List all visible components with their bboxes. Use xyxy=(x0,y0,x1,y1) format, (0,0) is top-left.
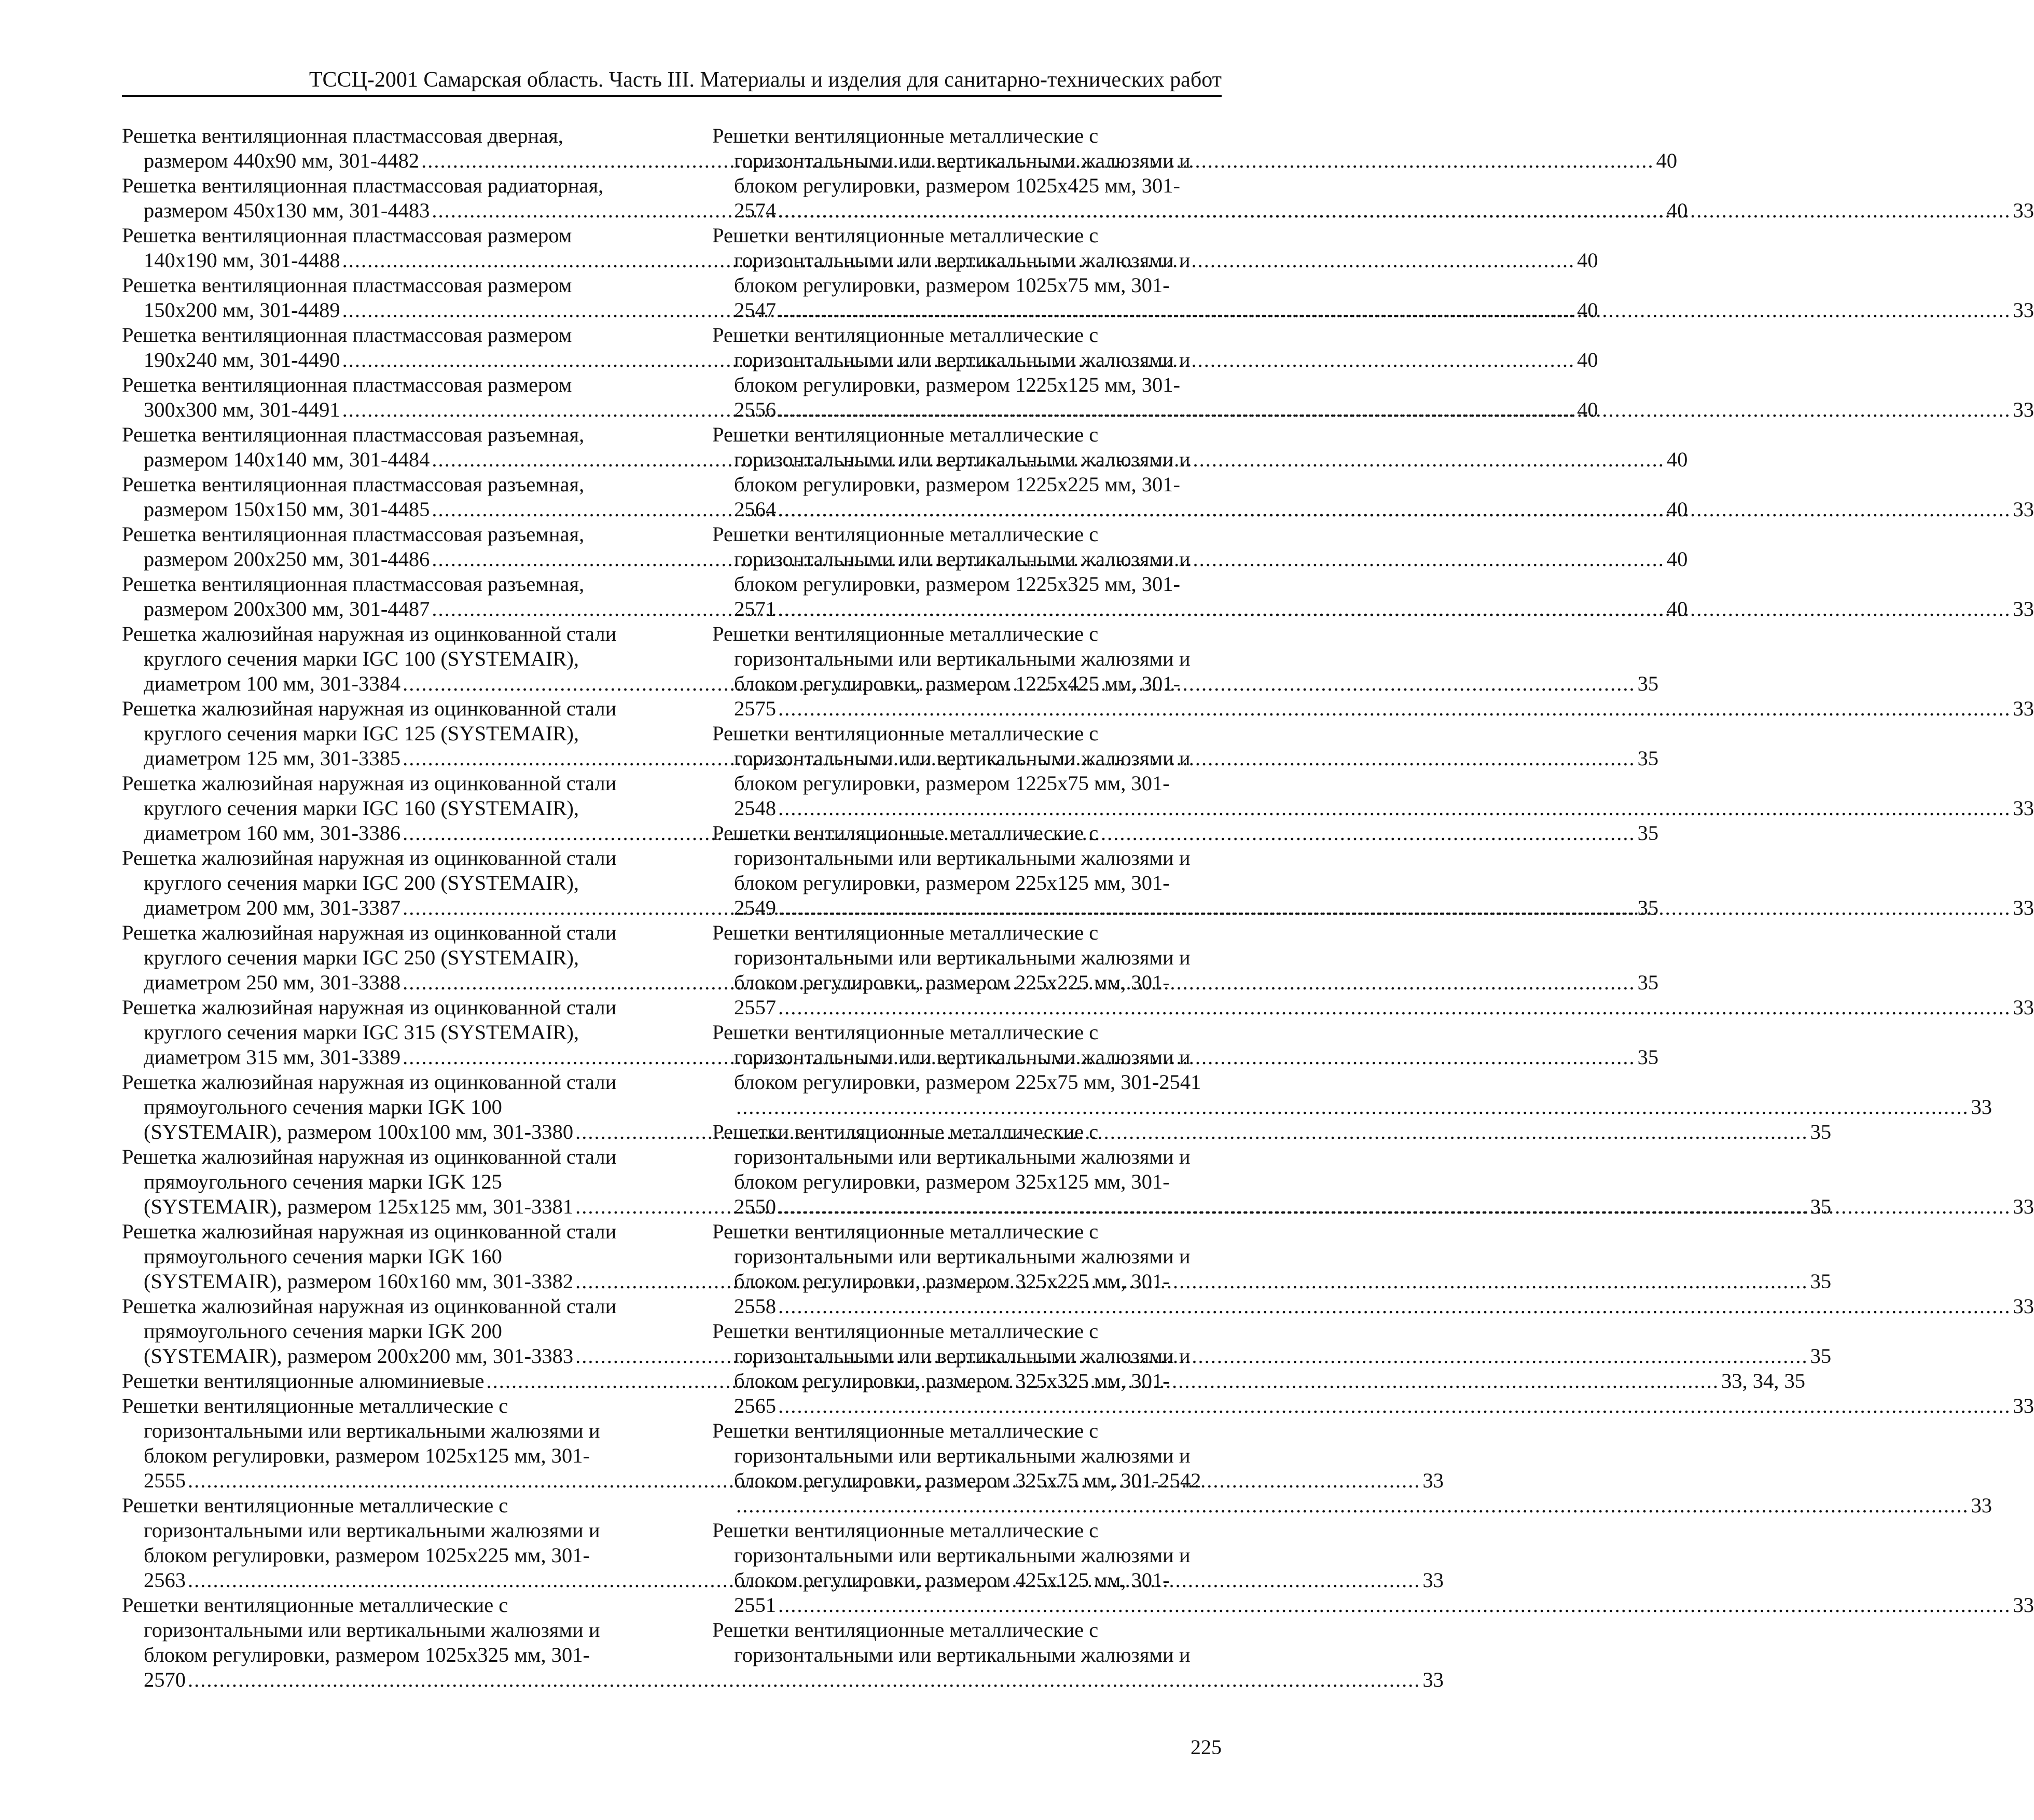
entry-text-line: горизонтальными или вертикальными жалюзями и xyxy=(734,448,1191,471)
entry-text-tail: (SYSTEMAIR), размером 200х200 мм, 301-3383 xyxy=(144,1344,574,1368)
entry-text-line: прямоугольного сечения марки IGK 200 xyxy=(144,1319,502,1343)
entry-text-line: блоком регулировки, размером 325х75 мм, 301-2542 xyxy=(734,1469,1201,1492)
entry-text-tail: 150х200 мм, 301-4489 xyxy=(144,298,340,322)
entry-text-line: Решетка жалюзийная наружная из оцинкованной стали xyxy=(122,1294,617,1318)
entry-text-line: Решетки вентиляционные металлические с xyxy=(712,522,1099,546)
entry-text-tail: (SYSTEMAIR), размером 160х160 мм, 301-3382 xyxy=(144,1270,574,1293)
entry-text-line: Решетка вентиляционная пластмассовая разъемная, xyxy=(122,423,585,446)
entry-leader-line xyxy=(712,796,2034,821)
page-reference: 40 xyxy=(1666,448,1688,471)
entry-text-tail: размером 150х150 мм, 301-4485 xyxy=(144,498,430,521)
dot-leader xyxy=(736,1095,1969,1119)
entry-text-tail: диаметром 160 мм, 301-3386 xyxy=(144,821,401,845)
dot-leader xyxy=(778,796,2011,820)
page-reference: 33 xyxy=(2013,398,2034,421)
entry-text-line: круглого сечения марки IGC 100 (SYSTEMAIR), xyxy=(144,647,579,670)
entry-text-line: Решетка вентиляционная пластмассовая разъемная, xyxy=(122,572,585,596)
entry-text-line: Решетки вентиляционные металлические с xyxy=(712,622,1099,645)
entry-text-line: блоком регулировки, размером 1225х75 мм, 301- xyxy=(734,771,1170,795)
entry-text-tail: 2555 xyxy=(144,1469,186,1492)
entry-text-tail: диаметром 200 мм, 301-3387 xyxy=(144,896,401,919)
entry-text-line: горизонтальными или вертикальными жалюзями и xyxy=(734,1344,1191,1368)
entry-text-line: прямоугольного сечения марки IGK 160 xyxy=(144,1245,502,1268)
entry-leader-line xyxy=(712,1095,1992,1120)
entry-text-line: Решетка вентиляционная пластмассовая радиаторная, xyxy=(122,174,604,197)
entry-text-line: горизонтальными или вертикальными жалюзями и xyxy=(734,1543,1191,1567)
page-reference: 33 xyxy=(1422,1568,1444,1592)
index-entry xyxy=(712,1618,1222,1667)
entry-text-tail: 2565 xyxy=(734,1394,776,1417)
running-header: ТССЦ-2001 Самарская область. Часть III. Материалы и изделия для санитарно-технических работ xyxy=(309,68,1222,92)
entry-text-line: блоком регулировки, размером 425х125 мм, 301- xyxy=(734,1568,1170,1592)
page-reference: 33 xyxy=(2013,298,2034,322)
dot-leader xyxy=(778,996,2011,1019)
entry-text-tail: диаметром 315 мм, 301-3389 xyxy=(144,1045,401,1069)
entry-text-tail: диаметром 250 мм, 301-3388 xyxy=(144,971,401,994)
entry-text-line: круглого сечения марки IGC 160 (SYSTEMAIR), xyxy=(144,796,579,820)
entry-text-line: Решетка вентиляционная пластмассовая разъемная, xyxy=(122,522,585,546)
entry-text-line: горизонтальными или вертикальными жалюзями и xyxy=(734,1145,1191,1168)
page-reference: 35 xyxy=(1637,821,1659,845)
dot-leader xyxy=(778,498,2011,521)
entry-text-tail: 140х190 мм, 301-4488 xyxy=(144,249,340,272)
entry-text-tail: 2557 xyxy=(734,996,776,1019)
entry-text-tail: размером 200х300 мм, 301-4487 xyxy=(144,597,430,621)
entry-text-line: Решетка жалюзийная наружная из оцинкованной стали xyxy=(122,771,617,795)
entry-text-line: горизонтальными или вертикальными жалюзями и xyxy=(734,149,1191,172)
page-reference: 33 xyxy=(1971,1494,1992,1517)
page-reference: 35 xyxy=(1810,1270,1832,1293)
page-reference: 33 xyxy=(2013,896,2034,919)
entry-text-tail: 2549 xyxy=(734,896,776,919)
entry-text-line: горизонтальными или вертикальными жалюзями и xyxy=(734,946,1191,969)
entry-text-line: Решетка вентиляционная пластмассовая размером xyxy=(122,224,572,247)
entry-text-line: блоком регулировки, размером 1025х325 мм, 301- xyxy=(144,1643,590,1666)
entry-text-line: горизонтальными или вертикальными жалюзями и xyxy=(734,547,1191,571)
entry-text-line: Решетки вентиляционные металлические с xyxy=(712,1519,1099,1542)
entry-text-line: Решетки вентиляционные металлические с xyxy=(712,921,1099,944)
entry-text-line: Решетки вентиляционные металлические с xyxy=(712,423,1099,446)
entry-text-tail: диаметром 100 мм, 301-3384 xyxy=(144,672,401,695)
page-number: 225 xyxy=(1191,1735,1222,1759)
index-entry xyxy=(712,1418,1992,1518)
entry-text-line: Решетка вентиляционная пластмассовая размером xyxy=(122,373,572,396)
page-reference: 33 xyxy=(2013,1394,2034,1417)
entry-leader-line xyxy=(712,696,2034,721)
entry-text-line: блоком регулировки, размером 1025х225 мм, 301- xyxy=(144,1543,590,1567)
entry-text-line: Решетки вентиляционные металлические с xyxy=(122,1593,508,1617)
entry-text-line: блоком регулировки, размером 325х125 мм, 301- xyxy=(734,1170,1170,1193)
entry-text-line: Решетки вентиляционные металлические с xyxy=(712,1319,1099,1343)
page-reference: 35 xyxy=(1810,1195,1832,1218)
entry-text-line: Решетки вентиляционные металлические с xyxy=(712,1220,1099,1243)
page-reference: 35 xyxy=(1810,1120,1832,1143)
entry-text-tail: диаметром 125 мм, 301-3385 xyxy=(144,747,401,770)
entry-text-line: блоком регулировки, размером 1025х425 мм, 301- xyxy=(734,174,1180,197)
entry-text-tail: 2547 xyxy=(734,298,776,322)
entry-leader-line xyxy=(712,1294,2034,1319)
entry-text-line: круглого сечения марки IGC 250 (SYSTEMAIR), xyxy=(144,946,579,969)
entry-text-tail: размером 440х90 мм, 301-4482 xyxy=(144,149,420,172)
entry-text-line: Решетки вентиляционные металлические с xyxy=(712,323,1099,347)
entry-text-tail: 2558 xyxy=(734,1294,776,1318)
entry-text-line: Решетка жалюзийная наружная из оцинкованной стали xyxy=(122,996,617,1019)
entry-text-line: блоком регулировки, размером 1225х325 мм, 301- xyxy=(734,572,1180,596)
entry-text-line: прямоугольного сечения марки IGK 100 xyxy=(144,1095,502,1119)
entry-text-line: круглого сечения марки IGC 125 (SYSTEMAIR), xyxy=(144,722,579,745)
dot-leader xyxy=(188,1668,1421,1691)
entry-text-tail: 2575 xyxy=(734,697,776,720)
entry-text-line: Решетки вентиляционные металлические с xyxy=(712,124,1099,147)
page-reference: 35 xyxy=(1810,1344,1832,1368)
entry-text-line: Решетка жалюзийная наружная из оцинкованной стали xyxy=(122,697,617,720)
entry-text-line: Решетки вентиляционные металлические с xyxy=(712,1419,1099,1442)
entry-text-line: Решетка жалюзийная наружная из оцинкованной стали xyxy=(122,622,617,645)
page-reference: 33 xyxy=(2013,697,2034,720)
entry-text-tail: 2564 xyxy=(734,498,776,521)
dot-leader xyxy=(778,298,2011,322)
entry-text-line: Решетка вентиляционная пластмассовая разъемная, xyxy=(122,473,585,496)
dot-leader xyxy=(778,1294,2011,1318)
page-reference: 40 xyxy=(1666,199,1688,222)
entry-text-tail: размером 200х250 мм, 301-4486 xyxy=(144,547,430,571)
page-reference: 33 xyxy=(2013,1593,2034,1617)
page-reference: 40 xyxy=(1577,398,1598,421)
entry-text-line: горизонтальными или вертикальными жалюзями и xyxy=(144,1519,600,1542)
entry-text-tail: 2571 xyxy=(734,597,776,621)
entry-text-tail: (SYSTEMAIR), размером 125х125 мм, 301-3381 xyxy=(144,1195,574,1218)
entry-text-line: горизонтальными или вертикальными жалюзями и xyxy=(734,747,1191,770)
page-reference: 35 xyxy=(1637,1045,1659,1069)
page-reference: 35 xyxy=(1637,672,1659,695)
entry-text-line: горизонтальными или вертикальными жалюзями и xyxy=(734,1643,1191,1666)
page-reference: 33 xyxy=(1971,1095,1992,1119)
entry-text-line: Решетки вентиляционные металлические с xyxy=(712,722,1099,745)
entry-text-line: горизонтальными или вертикальными жалюзями и xyxy=(734,846,1191,870)
dot-leader xyxy=(778,597,2011,621)
page-reference: 40 xyxy=(1666,547,1688,571)
header-rule xyxy=(122,95,1222,97)
entry-text-tail: размером 450х130 мм, 301-4483 xyxy=(144,199,430,222)
entry-text-line: горизонтальными или вертикальными жалюзями и xyxy=(734,1245,1191,1268)
page-reference: 33 xyxy=(2013,199,2034,222)
page-reference: 35 xyxy=(1637,896,1659,919)
entry-text-line: Решетка вентиляционная пластмассовая дверная, xyxy=(122,124,563,147)
page-reference: 33 xyxy=(2013,597,2034,621)
index-entry xyxy=(712,1518,2034,1618)
entry-leader-line xyxy=(712,1493,1992,1518)
page-reference: 40 xyxy=(1656,149,1678,172)
entry-text-line: Решетки вентиляционные металлические с xyxy=(712,1618,1099,1642)
entry-text-tail: (SYSTEMAIR), размером 100х100 мм, 301-3380 xyxy=(144,1120,574,1143)
page-reference: 40 xyxy=(1577,249,1598,272)
page-reference: 33, 34, 35 xyxy=(1721,1369,1806,1392)
entry-text-line: горизонтальными или вертикальными жалюзями и xyxy=(734,249,1191,272)
page-reference: 33 xyxy=(2013,1195,2034,1218)
entry-text-line: блоком регулировки, размером 225х125 мм, 301- xyxy=(734,871,1170,894)
dot-leader xyxy=(778,896,2011,919)
entry-text-tail: 2551 xyxy=(734,1593,776,1617)
entry-text-line: блоком регулировки, размером 225х225 мм, 301- xyxy=(734,971,1170,994)
entry-text-line: Решетка жалюзийная наружная из оцинкованной стали xyxy=(122,1070,617,1094)
page-reference: 33 xyxy=(1422,1469,1444,1492)
entry-text-line: круглого сечения марки IGC 200 (SYSTEMAIR), xyxy=(144,871,579,894)
page-reference: 33 xyxy=(2013,1294,2034,1318)
page-reference: 40 xyxy=(1666,498,1688,521)
entry-text-line: Решетки вентиляционные металлические с xyxy=(712,821,1099,845)
entry-text-line: горизонтальными или вертикальными жалюзями и xyxy=(734,647,1191,670)
entry-text-line: блоком регулировки, размером 325х225 мм, 301- xyxy=(734,1270,1170,1293)
entry-text-line: Решетки вентиляционные металлические с xyxy=(122,1394,508,1417)
entry-text-tail: 2556 xyxy=(734,398,776,421)
entry-text-line: Решетки вентиляционные металлические с xyxy=(712,1120,1099,1143)
entry-text-line: Решетка жалюзийная наружная из оцинкованной стали xyxy=(122,1145,617,1168)
dot-leader xyxy=(778,199,2011,222)
entry-leader-line xyxy=(122,1667,1444,1692)
entry-text-tail: Решетки вентиляционные алюминиевые xyxy=(122,1369,485,1392)
page-reference: 40 xyxy=(1577,348,1598,371)
entry-text-line: горизонтальными или вертикальными жалюзями и xyxy=(144,1618,600,1642)
entry-text-line: Решетка жалюзийная наружная из оцинкованной стали xyxy=(122,921,617,944)
entry-text-line: круглого сечения марки IGC 315 (SYSTEMAIR), xyxy=(144,1021,579,1044)
entry-text-line: Решетки вентиляционные металлические с xyxy=(712,224,1099,247)
entry-text-tail: 2550 xyxy=(734,1195,776,1218)
page-reference: 40 xyxy=(1666,597,1688,621)
page-reference: 33 xyxy=(2013,796,2034,820)
dot-leader xyxy=(736,1494,1969,1517)
page-reference: 33 xyxy=(2013,498,2034,521)
page-reference: 35 xyxy=(1637,971,1659,994)
entry-text-line: Решетка вентиляционная пластмассовая размером xyxy=(122,323,572,347)
entry-leader-line xyxy=(712,1394,2034,1418)
entry-text-line: блоком регулировки, размером 1025х75 мм, 301- xyxy=(734,273,1170,297)
entry-text-line: блоком регулировки, размером 225х75 мм, 301-2541 xyxy=(734,1070,1201,1094)
entry-text-line: Решетка жалюзийная наружная из оцинкованной стали xyxy=(122,1220,617,1243)
entry-text-line: Решетки вентиляционные металлические с xyxy=(122,1494,508,1517)
entry-text-line: горизонтальными или вертикальными жалюзями и xyxy=(734,348,1191,371)
entry-text-line: Решетка жалюзийная наружная из оцинкованной стали xyxy=(122,846,617,870)
entry-leader-line xyxy=(712,1593,2034,1618)
page-reference: 33 xyxy=(1422,1668,1444,1691)
dot-leader xyxy=(778,1394,2011,1417)
entry-text-tail: размером 140х140 мм, 301-4484 xyxy=(144,448,430,471)
page-reference: 40 xyxy=(1577,298,1598,322)
page-reference: 35 xyxy=(1637,747,1659,770)
entry-text-tail: 2548 xyxy=(734,796,776,820)
dot-leader xyxy=(778,1593,2011,1617)
entry-text-line: блоком регулировки, размером 1025х125 мм, 301- xyxy=(144,1444,590,1467)
page-reference: 33 xyxy=(2013,996,2034,1019)
entry-leader-line xyxy=(712,995,2034,1020)
dot-leader xyxy=(778,398,2011,421)
dot-leader xyxy=(778,697,2011,720)
entry-text-line: горизонтальными или вертикальными жалюзями и xyxy=(144,1419,600,1442)
entry-text-tail: 300х300 мм, 301-4491 xyxy=(144,398,340,421)
dot-leader xyxy=(778,1195,2011,1218)
entry-text-line: Решетки вентиляционные металлические с xyxy=(712,1021,1099,1044)
entry-text-tail: 2574 xyxy=(734,199,776,222)
entry-text-tail: 2570 xyxy=(144,1668,186,1691)
entry-text-line: горизонтальными или вертикальными жалюзями и xyxy=(734,1444,1191,1467)
entry-text-tail: 190х240 мм, 301-4490 xyxy=(144,348,340,371)
entry-text-line: блоком регулировки, размером 1225х125 мм, 301- xyxy=(734,373,1180,396)
entry-text-line: горизонтальными или вертикальными жалюзями и xyxy=(734,1045,1191,1069)
entry-text-line: блоком регулировки, размером 325х325 мм, 301- xyxy=(734,1369,1170,1392)
entry-text-line: Решетка вентиляционная пластмассовая размером xyxy=(122,273,572,297)
entry-text-line: блоком регулировки, размером 1225х425 мм, 301- xyxy=(734,672,1180,695)
entry-text-line: прямоугольного сечения марки IGK 125 xyxy=(144,1170,502,1193)
entry-text-line: блоком регулировки, размером 1225х225 мм, 301- xyxy=(734,473,1180,496)
entry-text-tail: 2563 xyxy=(144,1568,186,1592)
